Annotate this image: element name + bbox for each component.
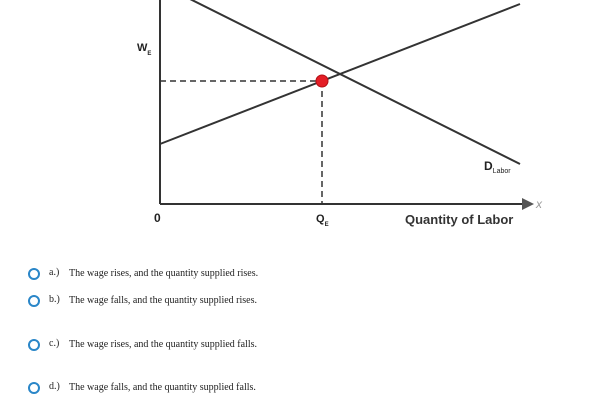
option-a[interactable] [28,266,258,282]
quantity-label-sub: E [324,222,329,228]
option-text: The wage rises, and the quantity supplied falls. [69,339,258,350]
option-text: The wage falls, and the quantity supplied falls. [69,382,256,393]
radio-icon[interactable] [28,268,40,280]
quantity-label-main: Q [316,213,325,225]
x-axis-arrowhead [522,198,534,210]
option-letter: d.) [49,381,60,392]
equilibrium-point [316,75,328,87]
x-axis-title: Quantity of Labor [405,212,514,227]
origin-label: 0 [154,211,161,225]
option-c[interactable] [28,337,259,353]
demand-label [484,159,511,175]
quantity-label [316,213,329,228]
radio-icon[interactable] [28,339,40,351]
option-text: The wage falls, and the quantity supplied rises. [69,295,258,306]
wage-label-sub: E [147,51,152,57]
option-d[interactable] [28,380,259,396]
radio-icon[interactable] [28,382,40,394]
option-b[interactable] [28,293,259,309]
option-text: The wage rises, and the quantity supplied rises. [69,268,259,279]
x-axis-arrow-label: x [536,197,542,211]
wage-label [137,42,151,57]
wage-label-main: W [137,42,148,54]
option-letter: a.) [49,267,60,278]
demand-label-main: D [484,159,493,173]
demand-label-sub: Labor [492,168,511,175]
option-letter: c.) [49,338,60,349]
option-letter: b.) [49,294,60,305]
radio-icon[interactable] [28,295,40,307]
